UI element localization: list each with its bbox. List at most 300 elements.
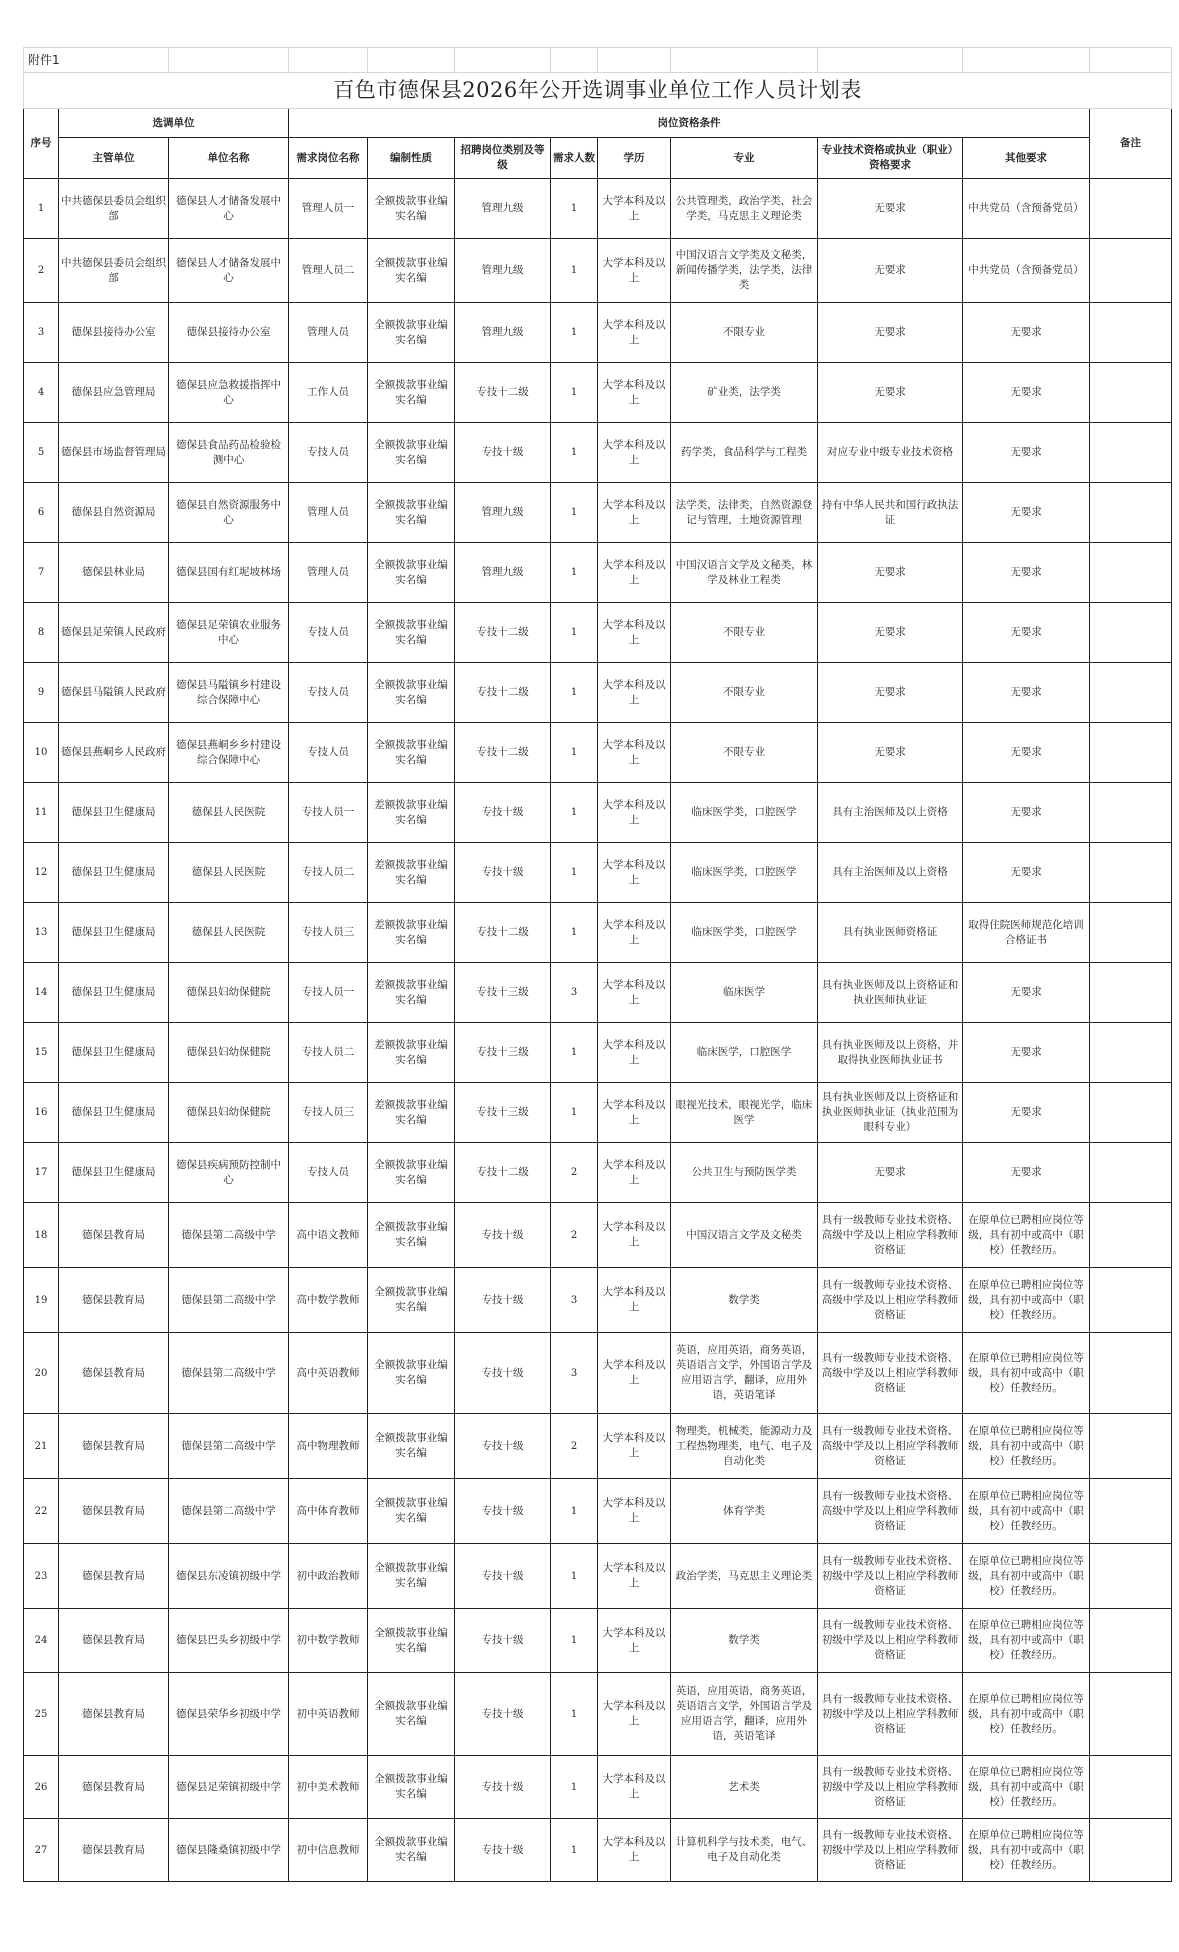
cell-post: 初中信息教师 bbox=[289, 1819, 368, 1882]
cell-major: 数学类 bbox=[671, 1268, 818, 1333]
cell-major: 计算机科学与技术类，电气、电子及自动化类 bbox=[671, 1819, 818, 1882]
cell-seq: 26 bbox=[24, 1756, 59, 1819]
cell-count: 1 bbox=[551, 1544, 598, 1609]
cell-other: 在原单位已聘相应岗位等级，具有初中或高中（职校）任教经历。 bbox=[963, 1819, 1090, 1882]
table-row bbox=[24, 1143, 1172, 1203]
table-row bbox=[24, 363, 1172, 423]
cell-grade: 专技十级 bbox=[455, 1673, 551, 1756]
cell-post: 高中数学教师 bbox=[289, 1268, 368, 1333]
cell-remark bbox=[1090, 1673, 1172, 1756]
cell-post: 管理人员 bbox=[289, 483, 368, 543]
header-group-unit: 选调单位 bbox=[59, 109, 289, 138]
cell-count: 3 bbox=[551, 1268, 598, 1333]
cell-education: 大学本科及以上 bbox=[598, 423, 671, 483]
cell-unit: 德保县人民医院 bbox=[169, 843, 289, 903]
cell-major: 矿业类，法学类 bbox=[671, 363, 818, 423]
cell-dept: 德保县卫生健康局 bbox=[59, 1083, 169, 1143]
cell-post: 管理人员一 bbox=[289, 179, 368, 239]
cell-education: 大学本科及以上 bbox=[598, 483, 671, 543]
cell-remark bbox=[1090, 1203, 1172, 1268]
cell-count: 1 bbox=[551, 783, 598, 843]
cell-other: 在原单位已聘相应岗位等级，具有初中或高中（职校）任教经历。 bbox=[963, 1673, 1090, 1756]
cell-major: 不限专业 bbox=[671, 663, 818, 723]
cell-grade: 专技十级 bbox=[455, 1203, 551, 1268]
cell-dept: 德保县卫生健康局 bbox=[59, 903, 169, 963]
cell-education: 大学本科及以上 bbox=[598, 363, 671, 423]
cell-post: 管理人员 bbox=[289, 303, 368, 363]
cell-grade: 专技十二级 bbox=[455, 723, 551, 783]
cell-count: 1 bbox=[551, 1673, 598, 1756]
cell-dept: 德保县卫生健康局 bbox=[59, 843, 169, 903]
cell-education: 大学本科及以上 bbox=[598, 1544, 671, 1609]
cell-remark bbox=[1090, 903, 1172, 963]
cell-count: 3 bbox=[551, 963, 598, 1023]
cell-major: 物理类，机械类，能源动力及工程热物理类，电气、电子及自动化类 bbox=[671, 1414, 818, 1479]
cell-qualification: 无要求 bbox=[818, 603, 963, 663]
cell-nature: 差额拨款事业编实名编 bbox=[368, 1083, 455, 1143]
cell-education: 大学本科及以上 bbox=[598, 663, 671, 723]
cell-other: 无要求 bbox=[963, 483, 1090, 543]
cell-seq: 22 bbox=[24, 1479, 59, 1544]
cell-count: 1 bbox=[551, 1819, 598, 1882]
cell-nature: 差额拨款事业编实名编 bbox=[368, 843, 455, 903]
cell-major: 临床医学，口腔医学 bbox=[671, 1023, 818, 1083]
cell-post: 工作人员 bbox=[289, 363, 368, 423]
cell-grade: 专技十级 bbox=[455, 1479, 551, 1544]
cell-grade: 专技十三级 bbox=[455, 1023, 551, 1083]
cell-post: 初中英语教师 bbox=[289, 1673, 368, 1756]
table-row bbox=[24, 963, 1172, 1023]
cell-grade: 管理九级 bbox=[455, 543, 551, 603]
cell-grade: 管理九级 bbox=[455, 303, 551, 363]
header-grade: 招聘岗位类别及等级 bbox=[455, 138, 551, 179]
cell-dept: 中共德保县委员会组织部 bbox=[59, 179, 169, 239]
cell-education: 大学本科及以上 bbox=[598, 179, 671, 239]
cell-unit: 德保县接待办公室 bbox=[169, 303, 289, 363]
cell-other: 无要求 bbox=[963, 723, 1090, 783]
cell-other: 无要求 bbox=[963, 1143, 1090, 1203]
cell-post: 高中体育教师 bbox=[289, 1479, 368, 1544]
cell-dept: 德保县教育局 bbox=[59, 1544, 169, 1609]
cell-other: 无要求 bbox=[963, 843, 1090, 903]
table-row bbox=[24, 663, 1172, 723]
cell-other: 无要求 bbox=[963, 543, 1090, 603]
cell-seq: 24 bbox=[24, 1609, 59, 1673]
cell-qualification: 具有执业医师资格证 bbox=[818, 903, 963, 963]
cell-remark bbox=[1090, 1414, 1172, 1479]
cell-seq: 16 bbox=[24, 1083, 59, 1143]
cell-other: 在原单位已聘相应岗位等级，具有初中或高中（职校）任教经历。 bbox=[963, 1203, 1090, 1268]
cell-nature: 全额拨款事业编实名编 bbox=[368, 723, 455, 783]
table-row bbox=[24, 483, 1172, 543]
cell-qualification: 无要求 bbox=[818, 303, 963, 363]
table-row bbox=[24, 543, 1172, 603]
cell-education: 大学本科及以上 bbox=[598, 1268, 671, 1333]
cell-qualification: 无要求 bbox=[818, 663, 963, 723]
cell-grade: 专技十级 bbox=[455, 783, 551, 843]
cell-remark bbox=[1090, 1023, 1172, 1083]
cell-dept: 德保县教育局 bbox=[59, 1203, 169, 1268]
cell-post: 专技人员一 bbox=[289, 963, 368, 1023]
cell-nature: 全额拨款事业编实名编 bbox=[368, 1544, 455, 1609]
cell-other: 在原单位已聘相应岗位等级，具有初中或高中（职校）任教经历。 bbox=[963, 1479, 1090, 1544]
cell-post: 专技人员 bbox=[289, 663, 368, 723]
header-post: 需求岗位名称 bbox=[289, 138, 368, 179]
cell-major: 体育学类 bbox=[671, 1479, 818, 1544]
cell-other: 无要求 bbox=[963, 783, 1090, 843]
cell-count: 1 bbox=[551, 663, 598, 723]
cell-unit: 德保县马隘镇乡村建设综合保障中心 bbox=[169, 663, 289, 723]
cell-grade: 专技十级 bbox=[455, 1414, 551, 1479]
table-row bbox=[24, 303, 1172, 363]
cell-dept: 德保县市场监督管理局 bbox=[59, 423, 169, 483]
cell-post: 专技人员 bbox=[289, 603, 368, 663]
cell-qualification: 具有一级教师专业技术资格、高级中学及以上相应学科教师资格证 bbox=[818, 1203, 963, 1268]
page-title: 百色市德保县2026年公开选调事业单位工作人员计划表 bbox=[24, 73, 1172, 109]
cell-remark bbox=[1090, 543, 1172, 603]
cell-seq: 23 bbox=[24, 1544, 59, 1609]
table-row bbox=[24, 1544, 1172, 1609]
cell-qualification: 无要求 bbox=[818, 1143, 963, 1203]
cell-qualification: 具有一级教师专业技术资格、高级中学及以上相应学科教师资格证 bbox=[818, 1268, 963, 1333]
cell-seq: 18 bbox=[24, 1203, 59, 1268]
cell-count: 1 bbox=[551, 483, 598, 543]
cell-qualification: 持有中华人民共和国行政执法证 bbox=[818, 483, 963, 543]
cell-unit: 德保县第二高级中学 bbox=[169, 1414, 289, 1479]
cell-qualification: 具有一级教师专业技术资格、高级中学及以上相应学科教师资格证 bbox=[818, 1333, 963, 1414]
plan-table-sheet bbox=[23, 47, 1171, 1882]
cell-major: 英语，应用英语，商务英语，英语语言文学，外国语言学及应用语言学，翻译，应用外语，英语笔译 bbox=[671, 1333, 818, 1414]
table-row bbox=[24, 723, 1172, 783]
cell-remark bbox=[1090, 1268, 1172, 1333]
table-row bbox=[24, 1203, 1172, 1268]
cell-nature: 全额拨款事业编实名编 bbox=[368, 1268, 455, 1333]
cell-post: 初中数学教师 bbox=[289, 1609, 368, 1673]
cell-count: 1 bbox=[551, 723, 598, 783]
cell-nature: 全额拨款事业编实名编 bbox=[368, 1609, 455, 1673]
cell-major: 法学类，法律类，自然资源登记与管理，土地资源管理 bbox=[671, 483, 818, 543]
cell-major: 药学类，食品科学与工程类 bbox=[671, 423, 818, 483]
cell-remark bbox=[1090, 303, 1172, 363]
table-row bbox=[24, 1609, 1172, 1673]
cell-post: 高中语文教师 bbox=[289, 1203, 368, 1268]
cell-other: 无要求 bbox=[963, 663, 1090, 723]
cell-unit: 德保县国有红坭坡林场 bbox=[169, 543, 289, 603]
cell-unit: 德保县巴头乡初级中学 bbox=[169, 1609, 289, 1673]
header-nature: 编制性质 bbox=[368, 138, 455, 179]
cell-seq: 10 bbox=[24, 723, 59, 783]
cell-education: 大学本科及以上 bbox=[598, 1414, 671, 1479]
header-other: 其他要求 bbox=[963, 138, 1090, 179]
cell-major: 不限专业 bbox=[671, 723, 818, 783]
cell-unit: 德保县人民医院 bbox=[169, 783, 289, 843]
cell-major: 临床医学类，口腔医学 bbox=[671, 783, 818, 843]
cell-other: 无要求 bbox=[963, 603, 1090, 663]
cell-post: 初中美术教师 bbox=[289, 1756, 368, 1819]
table-row bbox=[24, 239, 1172, 303]
cell-post: 专技人员 bbox=[289, 423, 368, 483]
cell-post: 高中物理教师 bbox=[289, 1414, 368, 1479]
cell-dept: 德保县自然资源局 bbox=[59, 483, 169, 543]
cell-qualification: 无要求 bbox=[818, 723, 963, 783]
cell-nature: 全额拨款事业编实名编 bbox=[368, 603, 455, 663]
table-row bbox=[24, 1268, 1172, 1333]
cell-post: 管理人员二 bbox=[289, 239, 368, 303]
cell-unit: 德保县妇幼保健院 bbox=[169, 963, 289, 1023]
cell-unit: 德保县东凌镇初级中学 bbox=[169, 1544, 289, 1609]
cell-seq: 11 bbox=[24, 783, 59, 843]
cell-unit: 德保县足荣镇初级中学 bbox=[169, 1756, 289, 1819]
cell-education: 大学本科及以上 bbox=[598, 303, 671, 363]
cell-grade: 专技十二级 bbox=[455, 363, 551, 423]
cell-qualification: 无要求 bbox=[818, 179, 963, 239]
cell-major: 中国汉语言文学类及文秘类，新闻传播学类，法学类，法律类 bbox=[671, 239, 818, 303]
cell-count: 1 bbox=[551, 303, 598, 363]
cell-education: 大学本科及以上 bbox=[598, 1333, 671, 1414]
cell-other: 在原单位已聘相应岗位等级，具有初中或高中（职校）任教经历。 bbox=[963, 1609, 1090, 1673]
cell-post: 专技人员二 bbox=[289, 843, 368, 903]
cell-count: 2 bbox=[551, 1414, 598, 1479]
cell-dept: 德保县教育局 bbox=[59, 1414, 169, 1479]
cell-education: 大学本科及以上 bbox=[598, 1609, 671, 1673]
cell-nature: 全额拨款事业编实名编 bbox=[368, 239, 455, 303]
cell-major: 中国汉语言文学及文秘类 bbox=[671, 1203, 818, 1268]
cell-grade: 专技十级 bbox=[455, 1609, 551, 1673]
cell-seq: 3 bbox=[24, 303, 59, 363]
cell-seq: 7 bbox=[24, 543, 59, 603]
cell-nature: 差额拨款事业编实名编 bbox=[368, 963, 455, 1023]
cell-education: 大学本科及以上 bbox=[598, 1083, 671, 1143]
cell-count: 1 bbox=[551, 1023, 598, 1083]
cell-nature: 差额拨款事业编实名编 bbox=[368, 783, 455, 843]
cell-education: 大学本科及以上 bbox=[598, 1673, 671, 1756]
cell-qualification: 具有一级教师专业技术资格、高级中学及以上相应学科教师资格证 bbox=[818, 1414, 963, 1479]
cell-count: 1 bbox=[551, 1479, 598, 1544]
cell-dept: 德保县足荣镇人民政府 bbox=[59, 603, 169, 663]
cell-nature: 全额拨款事业编实名编 bbox=[368, 483, 455, 543]
cell-remark bbox=[1090, 1143, 1172, 1203]
cell-count: 2 bbox=[551, 1203, 598, 1268]
cell-unit: 德保县第二高级中学 bbox=[169, 1479, 289, 1544]
cell-nature: 全额拨款事业编实名编 bbox=[368, 1479, 455, 1544]
cell-qualification: 具有一级教师专业技术资格、初级中学及以上相应学科教师资格证 bbox=[818, 1609, 963, 1673]
header-seq: 序号 bbox=[24, 109, 59, 179]
cell-grade: 专技十二级 bbox=[455, 603, 551, 663]
cell-other: 在原单位已聘相应岗位等级，具有初中或高中（职校）任教经历。 bbox=[963, 1333, 1090, 1414]
cell-unit: 德保县人才储备发展中心 bbox=[169, 179, 289, 239]
table-row bbox=[24, 783, 1172, 843]
table-row bbox=[24, 1479, 1172, 1544]
cell-nature: 全额拨款事业编实名编 bbox=[368, 543, 455, 603]
cell-major: 政治学类，马克思主义理论类 bbox=[671, 1544, 818, 1609]
cell-other: 中共党员（含预备党员） bbox=[963, 239, 1090, 303]
cell-nature: 全额拨款事业编实名编 bbox=[368, 1673, 455, 1756]
cell-grade: 专技十级 bbox=[455, 1819, 551, 1882]
cell-major: 不限专业 bbox=[671, 303, 818, 363]
cell-unit: 德保县第二高级中学 bbox=[169, 1268, 289, 1333]
header-count: 需求人数 bbox=[551, 138, 598, 179]
cell-seq: 12 bbox=[24, 843, 59, 903]
cell-grade: 专技十级 bbox=[455, 1756, 551, 1819]
cell-remark bbox=[1090, 1819, 1172, 1882]
cell-unit: 德保县第二高级中学 bbox=[169, 1203, 289, 1268]
table-row bbox=[24, 1023, 1172, 1083]
plan-table bbox=[23, 47, 1172, 1882]
cell-remark bbox=[1090, 603, 1172, 663]
cell-qualification: 具有一级教师专业技术资格、初级中学及以上相应学科教师资格证 bbox=[818, 1756, 963, 1819]
cell-remark bbox=[1090, 363, 1172, 423]
cell-remark bbox=[1090, 239, 1172, 303]
cell-remark bbox=[1090, 963, 1172, 1023]
cell-post: 初中政治教师 bbox=[289, 1544, 368, 1609]
cell-count: 1 bbox=[551, 903, 598, 963]
cell-dept: 德保县卫生健康局 bbox=[59, 783, 169, 843]
cell-count: 1 bbox=[551, 543, 598, 603]
cell-qualification: 具有主治医师及以上资格 bbox=[818, 783, 963, 843]
cell-post: 专技人员三 bbox=[289, 903, 368, 963]
cell-dept: 中共德保县委员会组织部 bbox=[59, 239, 169, 303]
cell-major: 公共卫生与预防医学类 bbox=[671, 1143, 818, 1203]
cell-other: 在原单位已聘相应岗位等级，具有初中或高中（职校）任教经历。 bbox=[963, 1544, 1090, 1609]
cell-unit: 德保县燕峒乡乡村建设综合保障中心 bbox=[169, 723, 289, 783]
cell-grade: 专技十二级 bbox=[455, 1143, 551, 1203]
table-row bbox=[24, 1819, 1172, 1882]
cell-unit: 德保县人才储备发展中心 bbox=[169, 239, 289, 303]
cell-grade: 管理九级 bbox=[455, 483, 551, 543]
cell-grade: 专技十级 bbox=[455, 843, 551, 903]
cell-qualification: 无要求 bbox=[818, 239, 963, 303]
cell-education: 大学本科及以上 bbox=[598, 1203, 671, 1268]
cell-count: 3 bbox=[551, 1333, 598, 1414]
cell-other: 在原单位已聘相应岗位等级，具有初中或高中（职校）任教经历。 bbox=[963, 1414, 1090, 1479]
cell-other: 在原单位已聘相应岗位等级，具有初中或高中（职校）任教经历。 bbox=[963, 1756, 1090, 1819]
cell-dept: 德保县教育局 bbox=[59, 1756, 169, 1819]
cell-count: 1 bbox=[551, 1083, 598, 1143]
cell-seq: 17 bbox=[24, 1143, 59, 1203]
cell-qualification: 具有一级教师专业技术资格、高级中学及以上相应学科教师资格证 bbox=[818, 1479, 963, 1544]
cell-grade: 管理九级 bbox=[455, 239, 551, 303]
table-row bbox=[24, 903, 1172, 963]
cell-count: 1 bbox=[551, 1609, 598, 1673]
cell-other: 在原单位已聘相应岗位等级，具有初中或高中（职校）任教经历。 bbox=[963, 1268, 1090, 1333]
cell-post: 专技人员一 bbox=[289, 783, 368, 843]
cell-count: 1 bbox=[551, 239, 598, 303]
cell-post: 专技人员 bbox=[289, 723, 368, 783]
cell-seq: 2 bbox=[24, 239, 59, 303]
cell-unit: 德保县妇幼保健院 bbox=[169, 1083, 289, 1143]
cell-unit: 德保县足荣镇农业服务中心 bbox=[169, 603, 289, 663]
cell-seq: 20 bbox=[24, 1333, 59, 1414]
cell-nature: 全额拨款事业编实名编 bbox=[368, 363, 455, 423]
table-row bbox=[24, 1083, 1172, 1143]
cell-qualification: 具有执业医师及以上资格证和执业医师执业证（执业范围为眼科专业） bbox=[818, 1083, 963, 1143]
cell-grade: 专技十二级 bbox=[455, 663, 551, 723]
cell-education: 大学本科及以上 bbox=[598, 543, 671, 603]
cell-count: 1 bbox=[551, 843, 598, 903]
cell-education: 大学本科及以上 bbox=[598, 1819, 671, 1882]
cell-seq: 14 bbox=[24, 963, 59, 1023]
cell-qualification: 具有主治医师及以上资格 bbox=[818, 843, 963, 903]
cell-count: 1 bbox=[551, 603, 598, 663]
cell-remark bbox=[1090, 483, 1172, 543]
cell-grade: 专技十三级 bbox=[455, 1083, 551, 1143]
cell-seq: 4 bbox=[24, 363, 59, 423]
cell-seq: 25 bbox=[24, 1673, 59, 1756]
cell-seq: 8 bbox=[24, 603, 59, 663]
table-row bbox=[24, 1673, 1172, 1756]
cell-nature: 全额拨款事业编实名编 bbox=[368, 423, 455, 483]
cell-education: 大学本科及以上 bbox=[598, 963, 671, 1023]
cell-major: 临床医学类，口腔医学 bbox=[671, 843, 818, 903]
header-unit: 单位名称 bbox=[169, 138, 289, 179]
cell-dept: 德保县马隘镇人民政府 bbox=[59, 663, 169, 723]
cell-seq: 6 bbox=[24, 483, 59, 543]
cell-qualification: 具有执业医师及以上资格证和执业医师执业证 bbox=[818, 963, 963, 1023]
cell-seq: 21 bbox=[24, 1414, 59, 1479]
cell-nature: 全额拨款事业编实名编 bbox=[368, 179, 455, 239]
cell-remark bbox=[1090, 1609, 1172, 1673]
cell-nature: 全额拨款事业编实名编 bbox=[368, 303, 455, 363]
cell-seq: 13 bbox=[24, 903, 59, 963]
cell-education: 大学本科及以上 bbox=[598, 1756, 671, 1819]
cell-other: 无要求 bbox=[963, 1083, 1090, 1143]
cell-unit: 德保县应急救援指挥中心 bbox=[169, 363, 289, 423]
cell-grade: 专技十级 bbox=[455, 1268, 551, 1333]
cell-dept: 德保县卫生健康局 bbox=[59, 1023, 169, 1083]
cell-dept: 德保县教育局 bbox=[59, 1819, 169, 1882]
cell-major: 临床医学类，口腔医学 bbox=[671, 903, 818, 963]
cell-grade: 专技十二级 bbox=[455, 903, 551, 963]
cell-unit: 德保县食品药品检验检测中心 bbox=[169, 423, 289, 483]
cell-dept: 德保县卫生健康局 bbox=[59, 963, 169, 1023]
cell-seq: 5 bbox=[24, 423, 59, 483]
cell-grade: 专技十级 bbox=[455, 423, 551, 483]
cell-dept: 德保县应急管理局 bbox=[59, 363, 169, 423]
cell-remark bbox=[1090, 1479, 1172, 1544]
cell-major: 艺术类 bbox=[671, 1756, 818, 1819]
cell-other: 无要求 bbox=[963, 423, 1090, 483]
cell-nature: 全额拨款事业编实名编 bbox=[368, 1414, 455, 1479]
table-row bbox=[24, 423, 1172, 483]
cell-remark bbox=[1090, 1544, 1172, 1609]
cell-qualification: 对应专业中级专业技术资格 bbox=[818, 423, 963, 483]
cell-major: 中国汉语言文学及文秘类，林学及林业工程类 bbox=[671, 543, 818, 603]
cell-nature: 全额拨款事业编实名编 bbox=[368, 1333, 455, 1414]
cell-count: 1 bbox=[551, 179, 598, 239]
cell-remark bbox=[1090, 783, 1172, 843]
cell-seq: 19 bbox=[24, 1268, 59, 1333]
table-row bbox=[24, 1756, 1172, 1819]
cell-education: 大学本科及以上 bbox=[598, 903, 671, 963]
cell-major: 数学类 bbox=[671, 1609, 818, 1673]
cell-dept: 德保县燕峒乡人民政府 bbox=[59, 723, 169, 783]
cell-unit: 德保县自然资源服务中心 bbox=[169, 483, 289, 543]
cell-post: 高中英语教师 bbox=[289, 1333, 368, 1414]
cell-count: 1 bbox=[551, 363, 598, 423]
cell-education: 大学本科及以上 bbox=[598, 239, 671, 303]
cell-other: 无要求 bbox=[963, 363, 1090, 423]
cell-post: 专技人员 bbox=[289, 1143, 368, 1203]
cell-qualification: 具有一级教师专业技术资格、初级中学及以上相应学科教师资格证 bbox=[818, 1544, 963, 1609]
cell-dept: 德保县教育局 bbox=[59, 1333, 169, 1414]
cell-qualification: 无要求 bbox=[818, 543, 963, 603]
cell-other: 无要求 bbox=[963, 1023, 1090, 1083]
cell-post: 专技人员二 bbox=[289, 1023, 368, 1083]
cell-dept: 德保县卫生健康局 bbox=[59, 1143, 169, 1203]
cell-qualification: 具有执业医师及以上资格，并取得执业医师执业证书 bbox=[818, 1023, 963, 1083]
cell-dept: 德保县教育局 bbox=[59, 1268, 169, 1333]
cell-seq: 15 bbox=[24, 1023, 59, 1083]
